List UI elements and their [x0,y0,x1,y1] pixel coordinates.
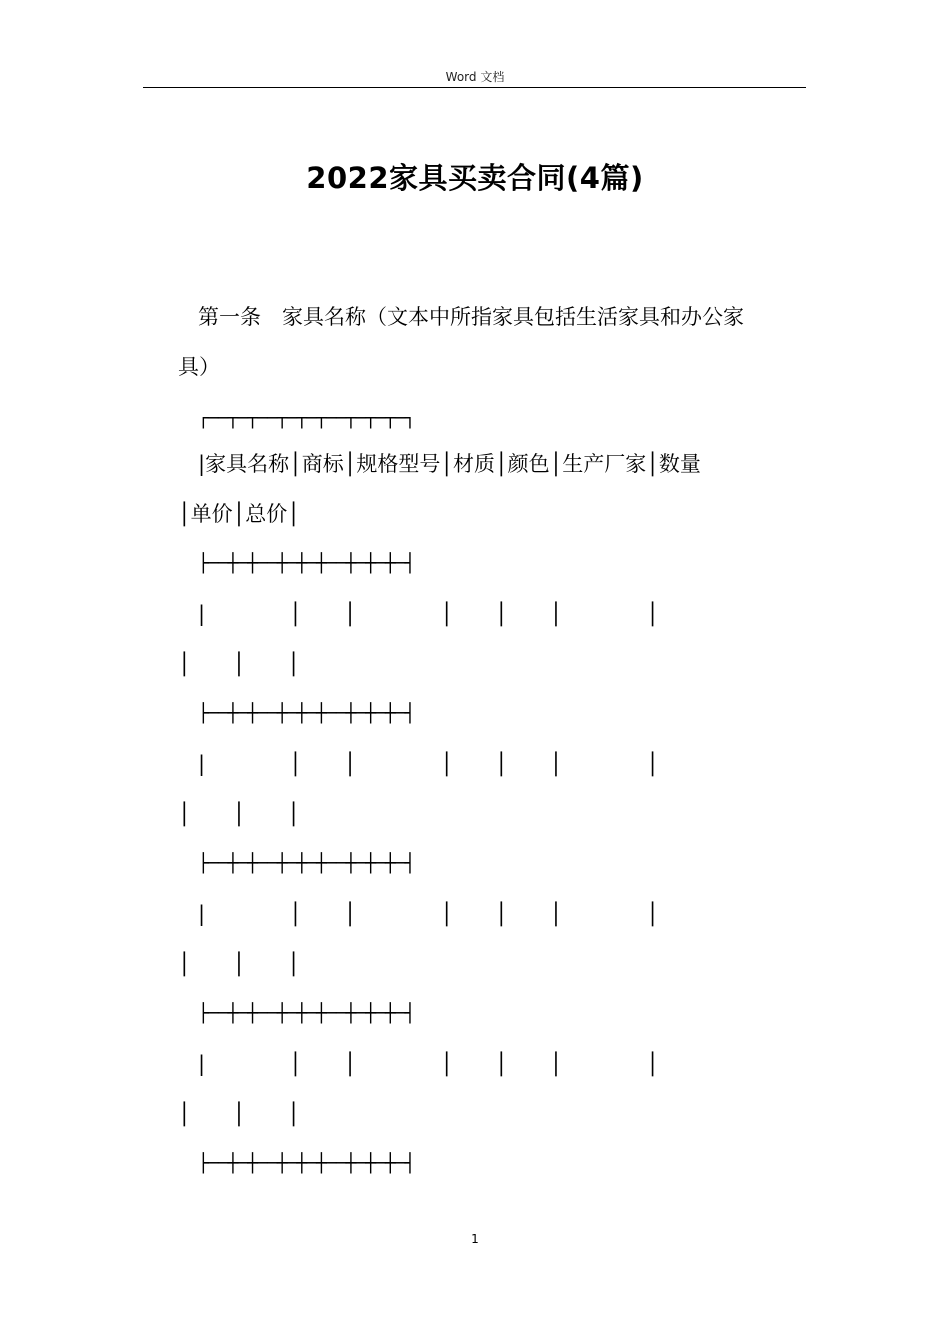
table-empty-row-line-2: │ │ │ [178,952,300,976]
table-separator: ├──┼─┼──┼─┼─┼──┼─┼─┼─┤ [198,703,415,724]
table-top-border: ┌──┬─┬──┬─┬─┬──┬─┬─┬─┐ [198,408,415,429]
document-title: 2022家具买卖合同(4篇) [306,161,644,195]
table-empty-row-line-2: │ │ │ [178,652,300,676]
page-number: 1 [471,1232,479,1246]
table-empty-row-line-1: | │ │ │ │ │ │ [198,752,659,776]
table-empty-row-line-1: | │ │ │ │ │ │ [198,602,659,626]
table-header-line-1: |家具名称│商标│规格型号│材质│颜色│生产厂家│数量 [198,452,701,476]
table-separator: ├──┼─┼──┼─┼─┼──┼─┼─┼─┤ [198,1003,415,1024]
header-divider [143,87,806,88]
table-separator: ├──┼─┼──┼─┼─┼──┼─┼─┼─┤ [198,853,415,874]
table-separator: ├──┼─┼──┼─┼─┼──┼─┼─┼─┤ [198,553,415,574]
table-header-line-2: │单价│总价│ [178,502,300,526]
article-1-line-2: 具） [178,355,220,379]
page-header: Word 文档 [445,70,505,84]
table-empty-row-line-2: │ │ │ [178,802,300,826]
table-separator: ├──┼─┼──┼─┼─┼──┼─┼─┼─┤ [198,1153,415,1174]
article-1-line-1: 第一条 家具名称（文本中所指家具包括生活家具和办公家 [198,305,744,329]
table-empty-row-line-1: | │ │ │ │ │ │ [198,902,659,926]
table-empty-row-line-1: | │ │ │ │ │ │ [198,1052,659,1076]
table-empty-row-line-2: │ │ │ [178,1102,300,1126]
